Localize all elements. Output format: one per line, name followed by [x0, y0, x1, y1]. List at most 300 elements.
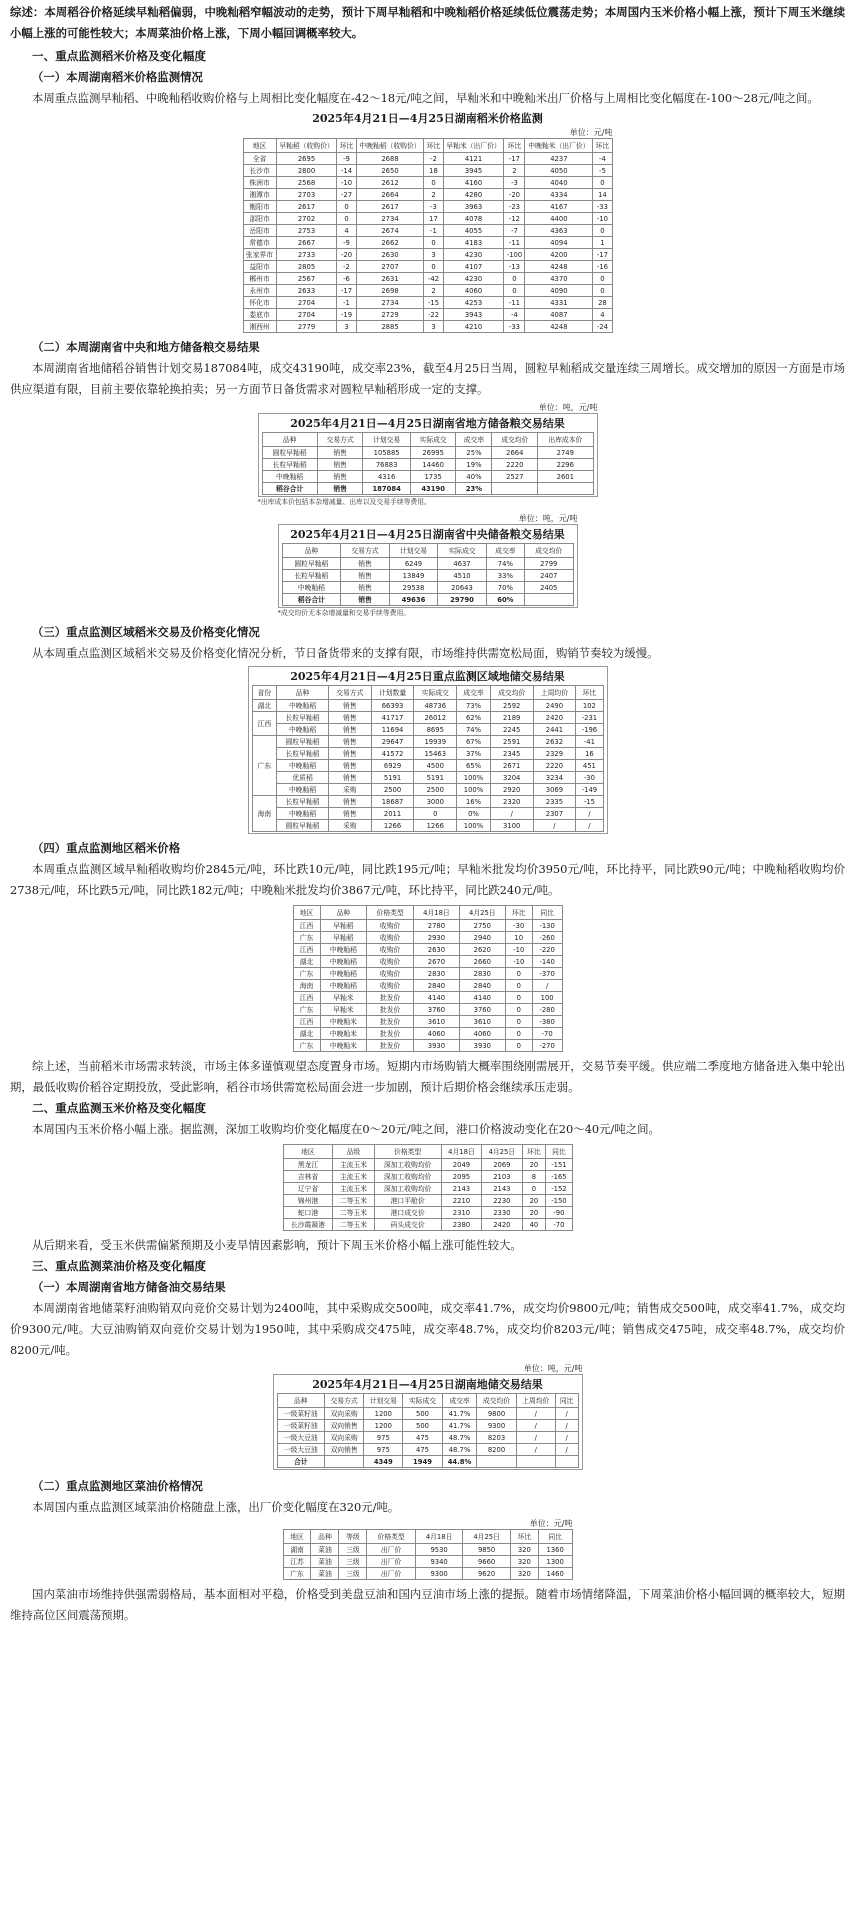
- table-cell: 收购价: [367, 920, 414, 932]
- table-cell: 4: [337, 225, 356, 237]
- table-header-cell: 实际成交: [438, 544, 487, 558]
- table-cell: -4: [593, 153, 612, 165]
- table-cell: 广东: [293, 932, 320, 944]
- table-cell: 105885: [363, 447, 410, 459]
- table-cell: 4363: [525, 225, 593, 237]
- table-cell: 双向销售: [324, 1444, 363, 1456]
- table-cell: 出厂价: [367, 1544, 415, 1556]
- table-row: [243, 213, 612, 225]
- table-cell: 3204: [490, 772, 533, 784]
- table-cell: 0: [505, 980, 532, 992]
- table-cell: /: [516, 1432, 555, 1444]
- table-row: [252, 700, 603, 712]
- table-total-row: [282, 594, 573, 606]
- table-cell: 出厂价: [367, 1556, 415, 1568]
- table-cell: 长粒早籼稻: [277, 796, 329, 808]
- table-header-cell: 4月18日: [441, 1145, 481, 1159]
- table-header-cell: 同比: [538, 1530, 572, 1544]
- table-cell: 8: [522, 1171, 546, 1183]
- table-cell: 中晚籼稻: [320, 944, 367, 956]
- table-cell: 锦州港: [283, 1195, 333, 1207]
- table-cell: 中晚籼稻: [277, 760, 329, 772]
- table-header-cell: 早籼稻（收购价）: [276, 139, 337, 153]
- table-cell: 18687: [371, 796, 414, 808]
- table-cell: 2779: [276, 321, 337, 333]
- table-cell: 2617: [356, 201, 424, 213]
- table-cell: 一级大豆油: [277, 1432, 324, 1444]
- table-cell: -152: [546, 1183, 572, 1195]
- table-cell: 40%: [456, 471, 492, 483]
- table-cell: /: [533, 820, 576, 832]
- section-1-conclusion: 综上述，当前稻米市场需求转淡，市场主体多谨慎观望态度置身市场。短期内市场购销大概率围绕刚需展开，交易节奏平缓。供应端二季度地方储备进入集中轮出期，最低收购价稻谷定期投放，受此影响，稻谷市场供需宽松局面会进一步加剧，预计后期价格会继续承压走弱。: [10, 1059, 845, 1094]
- region-reserve-frame: [248, 666, 608, 834]
- table-cell: 3069: [533, 784, 576, 796]
- table-cell: 48736: [414, 700, 457, 712]
- section-3-2-heading: （二）重点监测地区菜油价格情况: [32, 1479, 203, 1493]
- table-cell: 2591: [490, 736, 533, 748]
- table-cell: 销售: [317, 471, 363, 483]
- table-cell: 双向采购: [324, 1408, 363, 1420]
- table-row: [293, 1040, 562, 1052]
- table-cell: 二等玉米: [333, 1195, 374, 1207]
- table-cell: -10: [505, 956, 532, 968]
- table-cell: 衡阳市: [243, 201, 276, 213]
- table-cell: 2601: [538, 471, 593, 483]
- table-cell: 江西: [293, 944, 320, 956]
- table-header-cell: 地区: [243, 139, 276, 153]
- section-1-3-heading: （三）重点监测区域稻米交易及价格变化情况: [32, 625, 260, 639]
- table-cell: 邵阳市: [243, 213, 276, 225]
- table-cell: 5191: [414, 772, 457, 784]
- table-cell: /: [516, 1408, 555, 1420]
- table-cell: 4510: [438, 570, 487, 582]
- table-row: [293, 1028, 562, 1040]
- table-cell: 2: [424, 189, 443, 201]
- table-cell: [516, 1456, 555, 1468]
- table-cell: 中晚籼米: [320, 1028, 367, 1040]
- table-header-row: [277, 1394, 578, 1408]
- table-cell: 43190: [410, 483, 456, 495]
- table-cell: 2245: [490, 724, 533, 736]
- table-cell: 早籼稻: [320, 920, 367, 932]
- table-cell: 圆粒早籼稻: [262, 447, 317, 459]
- table-cell: 长粒早籼稻: [282, 570, 341, 582]
- table-header-row: [283, 1530, 572, 1544]
- table-cell: 2490: [533, 700, 576, 712]
- table-cell: 全省: [243, 153, 276, 165]
- table-cell: 0: [424, 177, 443, 189]
- table-cell: 销售: [328, 772, 371, 784]
- table-cell: 4237: [525, 153, 593, 165]
- table-header-cell: 环比: [424, 139, 443, 153]
- table-cell: 2698: [356, 285, 424, 297]
- table-row: [293, 980, 562, 992]
- table-cell: -20: [337, 249, 356, 261]
- table-cell: 2568: [276, 177, 337, 189]
- table-row: [243, 297, 612, 309]
- table-cell: 37%: [457, 748, 491, 760]
- table-cell: 三级: [339, 1568, 367, 1580]
- table-cell: 26995: [410, 447, 456, 459]
- table-cell: 0: [414, 808, 457, 820]
- table-cell: 1460: [538, 1568, 572, 1580]
- table-cell: 合计: [277, 1456, 324, 1468]
- region-price-table: [293, 905, 563, 1052]
- table-row: [262, 447, 593, 459]
- table-cell: 批发价: [367, 1028, 414, 1040]
- table-row: [252, 808, 603, 820]
- table-cell: 100%: [457, 772, 491, 784]
- table-cell: 销售: [317, 483, 363, 495]
- table-header-row: [252, 686, 603, 700]
- table-cell: 19%: [456, 459, 492, 471]
- table-cell: 黑龙江: [283, 1159, 333, 1171]
- table-cell: 1300: [538, 1556, 572, 1568]
- table-cell: 2650: [356, 165, 424, 177]
- table-cell: -100: [504, 249, 525, 261]
- table-cell: 4090: [525, 285, 593, 297]
- table-cell: 广东: [293, 968, 320, 980]
- table-cell: 2688: [356, 153, 424, 165]
- table-cell: 2612: [356, 177, 424, 189]
- table-cell: 9530: [415, 1544, 463, 1556]
- table-cell: 2930: [414, 932, 460, 944]
- table-cell: 4200: [525, 249, 593, 261]
- table-cell: -3: [504, 177, 525, 189]
- table-cell: 4280: [443, 189, 504, 201]
- table-cell: 40: [522, 1219, 546, 1231]
- table-cell: 菜油: [311, 1568, 339, 1580]
- table-cell: -33: [504, 321, 525, 333]
- table-cell: /: [576, 820, 603, 832]
- table-cell: 23%: [456, 483, 492, 495]
- table-header-cell: 品种: [311, 1530, 339, 1544]
- table-cell: 中晚籼稻: [277, 784, 329, 796]
- table-cell: 2441: [533, 724, 576, 736]
- table-cell: -33: [593, 201, 612, 213]
- table-cell: 26012: [414, 712, 457, 724]
- table-cell: [324, 1456, 363, 1468]
- table-cell: 0%: [457, 808, 491, 820]
- table-header-row: [262, 433, 593, 447]
- table-header-cell: 环比: [593, 139, 612, 153]
- oil-price-table: [283, 1529, 573, 1580]
- corn-price-table: [283, 1144, 573, 1231]
- table-cell: 批发价: [367, 1040, 414, 1052]
- central-reserve-block: [278, 513, 578, 618]
- table-cell: 28: [593, 297, 612, 309]
- table-header-cell: 交易方式: [317, 433, 363, 447]
- table-cell: 2: [504, 165, 525, 177]
- table-cell: 0: [505, 1040, 532, 1052]
- table-cell: -22: [424, 309, 443, 321]
- table-cell: 16%: [457, 796, 491, 808]
- table-cell: 73%: [457, 700, 491, 712]
- table-header-cell: 环比: [504, 139, 525, 153]
- table-cell: 一级大豆油: [277, 1444, 324, 1456]
- table-cell: -20: [504, 189, 525, 201]
- central-reserve-frame: [278, 524, 578, 608]
- table-header-cell: 计划交易: [389, 544, 438, 558]
- table-cell: 4331: [525, 297, 593, 309]
- table-cell: 1266: [414, 820, 457, 832]
- table-cell: /: [490, 808, 533, 820]
- table-cell: 2780: [414, 920, 460, 932]
- table-cell: 3234: [533, 772, 576, 784]
- table-cell: 2420: [482, 1219, 522, 1231]
- table-header-cell: 环比: [576, 686, 603, 700]
- table-cell: 2210: [441, 1195, 481, 1207]
- province-cell: 海南: [252, 796, 277, 832]
- table-cell: 销售: [341, 594, 390, 606]
- table-row: [283, 1556, 572, 1568]
- table-cell: 早籼米: [320, 1004, 367, 1016]
- table-cell: 48.7%: [442, 1432, 477, 1444]
- table-cell: -4: [504, 309, 525, 321]
- table-cell: 0: [424, 261, 443, 273]
- table-cell: -5: [593, 165, 612, 177]
- table-header-cell: 4月25日: [459, 906, 505, 920]
- rice-price-table-unit: 单位：元/吨: [569, 128, 613, 137]
- table-cell: 中晚籼稻: [277, 700, 329, 712]
- table-header-cell: 4月25日: [482, 1145, 522, 1159]
- table-cell: 稻谷合计: [262, 483, 317, 495]
- table-cell: 圆粒早籼稻: [277, 820, 329, 832]
- table-cell: -9: [337, 237, 356, 249]
- table-cell: -165: [546, 1171, 572, 1183]
- table-cell: 圆粒早籼稻: [277, 736, 329, 748]
- table-cell: 2830: [459, 968, 505, 980]
- table-header-cell: 同比: [532, 906, 562, 920]
- table-cell: 70%: [486, 582, 524, 594]
- table-cell: 2095: [441, 1171, 481, 1183]
- table-cell: 湖南: [283, 1544, 311, 1556]
- table-cell: 2707: [356, 261, 424, 273]
- table-cell: 深加工收购均价: [374, 1171, 441, 1183]
- table-cell: 批发价: [367, 992, 414, 1004]
- table-cell: 4107: [443, 261, 504, 273]
- table-row: [252, 724, 603, 736]
- table-header-cell: 计划交易: [363, 433, 410, 447]
- table-cell: 4183: [443, 237, 504, 249]
- table-row: [243, 321, 612, 333]
- table-cell: 18: [424, 165, 443, 177]
- table-cell: 怀化市: [243, 297, 276, 309]
- table-row: [283, 1219, 572, 1231]
- table-cell: 500: [403, 1408, 442, 1420]
- table-cell: 2220: [492, 459, 538, 471]
- table-cell: 2103: [482, 1171, 522, 1183]
- table-header-cell: 同比: [555, 1394, 578, 1408]
- table-cell: -90: [546, 1207, 572, 1219]
- table-cell: 475: [403, 1444, 442, 1456]
- table-cell: 20: [522, 1159, 546, 1171]
- table-cell: 湖北: [293, 956, 320, 968]
- table-cell: 4210: [443, 321, 504, 333]
- table-row: [243, 177, 612, 189]
- table-header-cell: 地区: [293, 906, 320, 920]
- oil-reserve-caption: 2025年4月21日—4月25日湖南地储交易结果: [312, 1378, 543, 1391]
- table-cell: 岳阳市: [243, 225, 276, 237]
- rice-price-table-caption: 2025年4月21日—4月25日湖南稻米价格监测: [312, 112, 543, 125]
- table-cell: 广东: [293, 1004, 320, 1016]
- oil-reserve-table: [277, 1393, 579, 1468]
- table-cell: 二等玉米: [333, 1219, 374, 1231]
- table-cell: 4078: [443, 213, 504, 225]
- table-cell: 三级: [339, 1556, 367, 1568]
- table-cell: 2320: [490, 796, 533, 808]
- table-cell: 中晚籼稻: [277, 808, 329, 820]
- table-cell: 3760: [459, 1004, 505, 1016]
- table-cell: 深加工收购均价: [374, 1159, 441, 1171]
- table-cell: 2296: [538, 459, 593, 471]
- table-cell: 33%: [486, 570, 524, 582]
- section-1-2-text: 本周湖南省地储稻谷销售计划交易187084吨，成交43190吨，成交率23%，截至4月25日当周，圆粒早籼稻成交量连续三周增长。成交增加的原因一方面是市场供应渠道有限，目前主要依靠轮换拍卖；另一方面节日备货需求对圆粒早籼稻形成一定的支撑。: [10, 361, 845, 396]
- local-reserve-block: [258, 402, 598, 507]
- table-cell: -380: [532, 1016, 562, 1028]
- table-cell: 3930: [459, 1040, 505, 1052]
- table-cell: 港口平舱价: [374, 1195, 441, 1207]
- table-cell: 批发价: [367, 1004, 414, 1016]
- table-cell: 15463: [414, 748, 457, 760]
- table-row: [283, 1568, 572, 1580]
- table-header-cell: 实际成交: [403, 1394, 442, 1408]
- table-cell: 29647: [371, 736, 414, 748]
- table-cell: 4230: [443, 249, 504, 261]
- table-cell: 0: [504, 273, 525, 285]
- local-reserve-caption: 2025年4月21日—4月25日湖南省地方储备粮交易结果: [290, 417, 565, 430]
- table-row: [282, 558, 573, 570]
- table-cell: 2799: [524, 558, 573, 570]
- table-cell: -10: [505, 944, 532, 956]
- table-cell: 2674: [356, 225, 424, 237]
- table-cell: 中晚籼米: [320, 1016, 367, 1028]
- table-cell: 0: [522, 1183, 546, 1195]
- table-cell: 永州市: [243, 285, 276, 297]
- corn-price-block: [283, 1144, 573, 1231]
- table-cell: 港口成交价: [374, 1207, 441, 1219]
- table-cell: 销售: [328, 724, 371, 736]
- table-row: [252, 796, 603, 808]
- table-cell: 销售: [328, 748, 371, 760]
- table-cell: 2703: [276, 189, 337, 201]
- table-cell: 2617: [276, 201, 337, 213]
- table-row: [243, 249, 612, 261]
- table-row: [243, 225, 612, 237]
- table-cell: 1735: [410, 471, 456, 483]
- table-cell: 0: [337, 201, 356, 213]
- table-cell: 2220: [533, 760, 576, 772]
- table-row: [283, 1544, 572, 1556]
- section-2-conclusion: 从后期来看，受玉米供需偏紧预期及小麦旱情因素影响，预计下周玉米价格小幅上涨可能性较大。: [32, 1238, 522, 1252]
- table-cell: 株洲市: [243, 177, 276, 189]
- table-cell: 2329: [533, 748, 576, 760]
- section-1-1-heading: （一）本周湖南稻米价格监测情况: [32, 70, 203, 84]
- table-cell: 2633: [276, 285, 337, 297]
- table-cell: 二等玉米: [333, 1207, 374, 1219]
- table-cell: 码头成交价: [374, 1219, 441, 1231]
- table-cell: 中晚籼米: [320, 1040, 367, 1052]
- table-header-cell: 交易方式: [324, 1394, 363, 1408]
- table-cell: 3760: [414, 1004, 460, 1016]
- table-cell: 0: [505, 1016, 532, 1028]
- table-cell: 2695: [276, 153, 337, 165]
- table-cell: 2671: [490, 760, 533, 772]
- table-cell: 2753: [276, 225, 337, 237]
- table-header-cell: 成交率: [456, 433, 492, 447]
- table-cell: -17: [504, 153, 525, 165]
- table-header-cell: 中晚籼米（出厂价）: [525, 139, 593, 153]
- table-cell: 4370: [525, 273, 593, 285]
- table-cell: -150: [546, 1195, 572, 1207]
- table-cell: 4248: [525, 321, 593, 333]
- table-cell: 长粒早籼稻: [277, 712, 329, 724]
- table-cell: 4055: [443, 225, 504, 237]
- table-cell: 41717: [371, 712, 414, 724]
- province-cell: 湖北: [252, 700, 277, 712]
- table-header-cell: 出库成本价: [538, 433, 593, 447]
- table-cell: 2734: [356, 297, 424, 309]
- table-cell: 三级: [339, 1544, 367, 1556]
- table-cell: 中晚籼稻: [262, 471, 317, 483]
- table-header-cell: 交易方式: [328, 686, 371, 700]
- table-cell: /: [555, 1432, 578, 1444]
- table-cell: 2830: [414, 968, 460, 980]
- table-cell: 吉林省: [283, 1171, 333, 1183]
- table-cell: 0: [424, 237, 443, 249]
- table-cell: 早籼米: [320, 992, 367, 1004]
- table-cell: 475: [403, 1432, 442, 1444]
- table-cell: 62%: [457, 712, 491, 724]
- province-cell: 广东: [252, 736, 277, 796]
- table-cell: 江西: [293, 920, 320, 932]
- rice-price-table-block: [243, 111, 613, 333]
- table-row: [252, 748, 603, 760]
- table-cell: 29790: [438, 594, 487, 606]
- table-cell: -7: [504, 225, 525, 237]
- table-cell: [538, 483, 593, 495]
- table-row: [293, 1016, 562, 1028]
- table-cell: 2069: [482, 1159, 522, 1171]
- table-cell: 4040: [525, 177, 593, 189]
- section-2-heading: 二、重点监测玉米价格及变化幅度: [32, 1101, 206, 1115]
- table-cell: -3: [424, 201, 443, 213]
- table-cell: -10: [593, 213, 612, 225]
- table-header-cell: 环比: [510, 1530, 538, 1544]
- table-cell: 2885: [356, 321, 424, 333]
- table-cell: -231: [576, 712, 603, 724]
- table-cell: -2: [337, 261, 356, 273]
- table-cell: 2840: [414, 980, 460, 992]
- table-header-cell: 品种: [277, 686, 329, 700]
- table-cell: 2527: [492, 471, 538, 483]
- table-cell: -11: [504, 297, 525, 309]
- table-cell: 采购: [328, 820, 371, 832]
- table-cell: -9: [337, 153, 356, 165]
- region-price-block: [293, 905, 563, 1052]
- table-cell: 4060: [443, 285, 504, 297]
- central-reserve-note: *成交均价无本杂增减量和交易手续等费用。: [277, 609, 411, 617]
- table-header-cell: 价格类型: [367, 1530, 415, 1544]
- table-cell: 20643: [438, 582, 487, 594]
- table-cell: 2592: [490, 700, 533, 712]
- table-cell: 76883: [363, 459, 410, 471]
- table-header-cell: 中晚籼稻（收购价）: [356, 139, 424, 153]
- table-cell: 1949: [403, 1456, 442, 1468]
- table-cell: 8695: [414, 724, 457, 736]
- table-cell: 14460: [410, 459, 456, 471]
- table-cell: 常德市: [243, 237, 276, 249]
